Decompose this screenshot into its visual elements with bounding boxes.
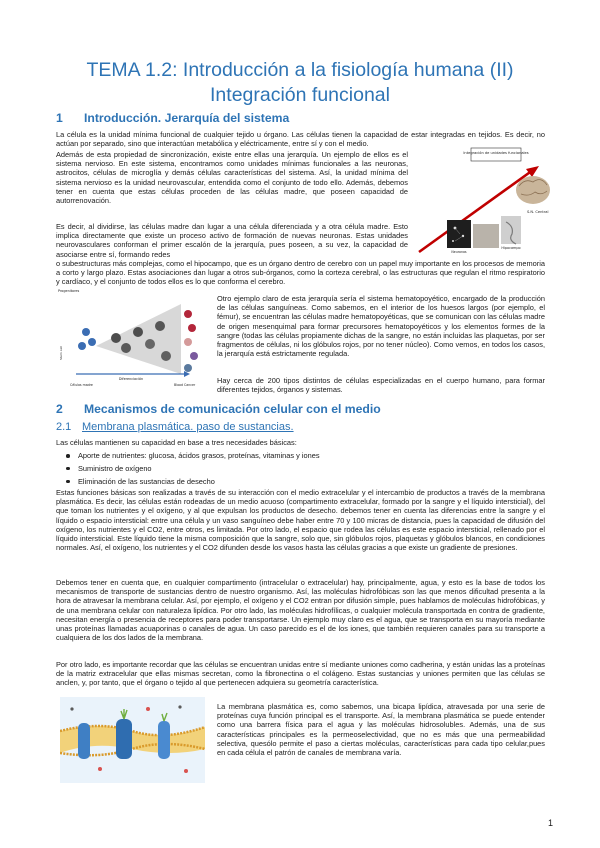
paragraph: Por otro lado, es importante recordar que las células se encuentran unidas entre sí mediante uniones como cadherina, y están unidas las a proteínas de la matriz extracelular que ellas mismas secretan, como la fibronectina o el colágeno. Estas sustancias y uniones permiten que las células se anclen, y, por tanto, que el órgano o tejido al que pertenecen adquiera su geometría característica. xyxy=(56,660,545,688)
neurons-image xyxy=(447,220,471,248)
figure-label: Células madre xyxy=(70,383,93,387)
section-number: 2 xyxy=(56,402,63,416)
channel-protein xyxy=(78,723,90,759)
section-title: Introducción. Jerarquía del sistema xyxy=(84,111,290,125)
figure-label: Stem cell xyxy=(59,346,63,360)
channel-protein xyxy=(158,721,170,759)
subsection-number: 2.1 xyxy=(56,421,72,433)
arrowhead-icon xyxy=(526,166,539,177)
paragraph: La membrana plasmática es, como sabemos, una bicapa lipídica, atravesada por una serie de proteínas cuya función principal es el transporte. Así, la membrana plasmática se puede entender como una barrera física para el agua y las moléculas hidrosolubles. Además, una de sus características principales es la permeoselectividad, que no es más que una permeabilidad selectiva, quesólo permite el paso a ciertas moléculas, características para cada tipo celular,pues en cada célula el patrón de canales de membrana varía. xyxy=(217,702,545,758)
brain-hierarchy-figure xyxy=(413,146,553,256)
figure-label: Diferenciación xyxy=(118,377,144,381)
list-item: Aporte de nutrientes: glucosa, ácidos grasos, proteínas, vitaminas y iones xyxy=(64,451,544,461)
figure-label: Integración de unidades funcionales xyxy=(463,151,529,155)
paragraph: Las células mantienen su capacidad en base a tres necesidades básicas: xyxy=(56,438,297,447)
brain-image xyxy=(516,176,550,204)
figure-label: Neuronas xyxy=(451,250,467,254)
section-title: Mecanismos de comunicación celular con el medio xyxy=(84,402,381,416)
paragraph: Estas funciones básicas son realizadas a través de su interacción con el medio extracelular y el intercambio de productos a través de la membrana plasmática. Es decir, las células están rodeadas de un medio acuoso (compartimento extracelular, formado por la sangre y el líquido intersticial), del que toman los nutrientes y el oxígeno, y al que expulsan los productos de desecho. debemos tener en cuenta las diferencias entre la sangre y el líquido o espacio intersticial: entre una célula y un vaso sanguíneo debe haber entre 70 y 100 micras de distancia, pues la capacidad de difusión del oxígeno, los nutrientes y el CO2, entre otros, es limitada. Por otro lado, el espacio que rodea las células es este espacio intersticial, rellenado por el líquido intersticial. Este líquido tiene la misma composición que la sangre, solo que, sin glóbulos rojos, plaquetas y glóbulos blancos, en condiciones normales. Así, el oxígeno, los nutrientes y el CO2 difunden desde los vasos hasta las células gracias a que existe un gradiente de presiones. xyxy=(56,488,545,553)
paragraph: o subestructuras más complejas, como el hipocampo, que es un órgano dentro de cerebro con un papel muy importante en los procesos de memoria a corto y largo plazo. Estas asociaciones dan lugar a otros sub-órganos, como la corteza cerebral, o las estructuras que regulan el ritmo respiratorio y cardíaco, y el conjunto de todos ellos es lo que conforma el cerebro. xyxy=(56,259,545,287)
transport-protein xyxy=(116,719,132,759)
subsection-title: Membrana plasmática. paso de sustancias. xyxy=(82,421,294,433)
list-item: Suministro de oxígeno xyxy=(64,464,544,474)
page-number: 1 xyxy=(548,818,554,828)
tissue-image xyxy=(473,224,499,248)
paragraph: Debemos tener en cuenta que, en cualquier compartimento (intracelular o extracelular) hay, principalmente, agua, y esto es la base de todos los mecanismos de transporte de sustancias dentro de nuestro organismo. Así, las moléculas hidrofóbicas son las que menos dificultad presenta a la hora de atravesar la membrana celular. Así, por ejemplo, el oxígeno y el CO2 entran por difusión simple, pues hablamos de moléculas hidrofóbicas, y de una membrana celular con naturaleza lipídica. Por otro lado, las moléculas hidrofílicas, o cualquier molécula transportada en contra de gradiente, necesitan energía o presencia de receptores para poder transportarse. Un ejemplo muy claro es el agua, que se transporta en su mayoría mediante unas proteínas llamadas acuaporinas o canales de agua. Un caso parecido es el de los iones, que también requieren canales para su transporte a cualquiera de los dos lados de la membrana. xyxy=(56,578,545,643)
figure-label: Blood Cancer xyxy=(174,383,196,387)
paragraph: Otro ejemplo claro de esta jerarquía sería el sistema hematopoyético, encargado de la producción de las células sanguíneas. Como sabemos, en el interior de los huesos largos (por ejemplo, el fémur), se encuentran las células madre hematopoyéticas, que se comunican con las células madre de origen mesenquimal para formar precursores hematopoyéticos y los elementos formes de la sangre (todas las células propiamente dichas de la sangre, no están incluidas las plaquetas, por ser fragmentos de células, ni los glóbulos rojos, por no tener núcleo). Como vemos, en todos los casos, la jerarquía está estrictamente regulada. xyxy=(217,294,545,359)
figure-label: Progenitores xyxy=(58,289,80,293)
section-number: 1 xyxy=(56,111,63,125)
figure-label: S.N. Central xyxy=(527,210,549,214)
subsection-2-1-heading xyxy=(56,421,294,433)
paragraph: Es decir, al dividirse, las células madre dan lugar a una célula diferenciada y a otra célula madre. Esto implica directamente que existe un proceso activo de formación de nuevas neuronas. Estas unidades neurovasculares conforman el primer escalón de la jerarquía, pues poseen, a su vez, la capacidad de asociarse entre sí, formando redes xyxy=(56,222,408,259)
document-title xyxy=(40,58,560,108)
paragraph: Hay cerca de 200 tipos distintos de células especializadas en el cuerpo humano, para formar diferentes tejidos, órganos y sistemas. xyxy=(217,376,545,395)
list-item: Eliminación de las sustancias de desecho xyxy=(64,477,544,487)
title-line-1: TEMA 1.2: Introducción a la fisiología humana (II) xyxy=(86,59,514,81)
plasma-membrane-figure xyxy=(60,697,205,783)
paragraph: Además de esta propiedad de sincronización, existe entre ellas una jerarquía. Un ejemplo de ellos es el sistema nervioso. En este sistema, encontramos como unidades mínimas funcionales a las neuronas, astrocitos, células de microglía y demás células características del sistema. Así, la unidad mínima del sistema nervioso es la unidad neurovascular, entendida como el conjunto de todo ello. Además, debemos tener en cuenta que estas células proceden de las células madre, que poseen capacidad de autorrenovación. xyxy=(56,150,408,206)
figure-label: Hipocampo xyxy=(501,246,521,250)
title-line-2: Integración funcional xyxy=(210,84,390,106)
paragraph: La célula es la unidad mínima funcional de cualquier tejido u órgano. Las células tienen la capacidad de estar integradas en tejidos. Es decir, no actúan por separado, sino que interactúan metabólica y eléctricamente, entre sí y con el medio. xyxy=(56,130,545,149)
hematopoiesis-figure xyxy=(56,286,208,389)
needs-list xyxy=(64,451,544,490)
